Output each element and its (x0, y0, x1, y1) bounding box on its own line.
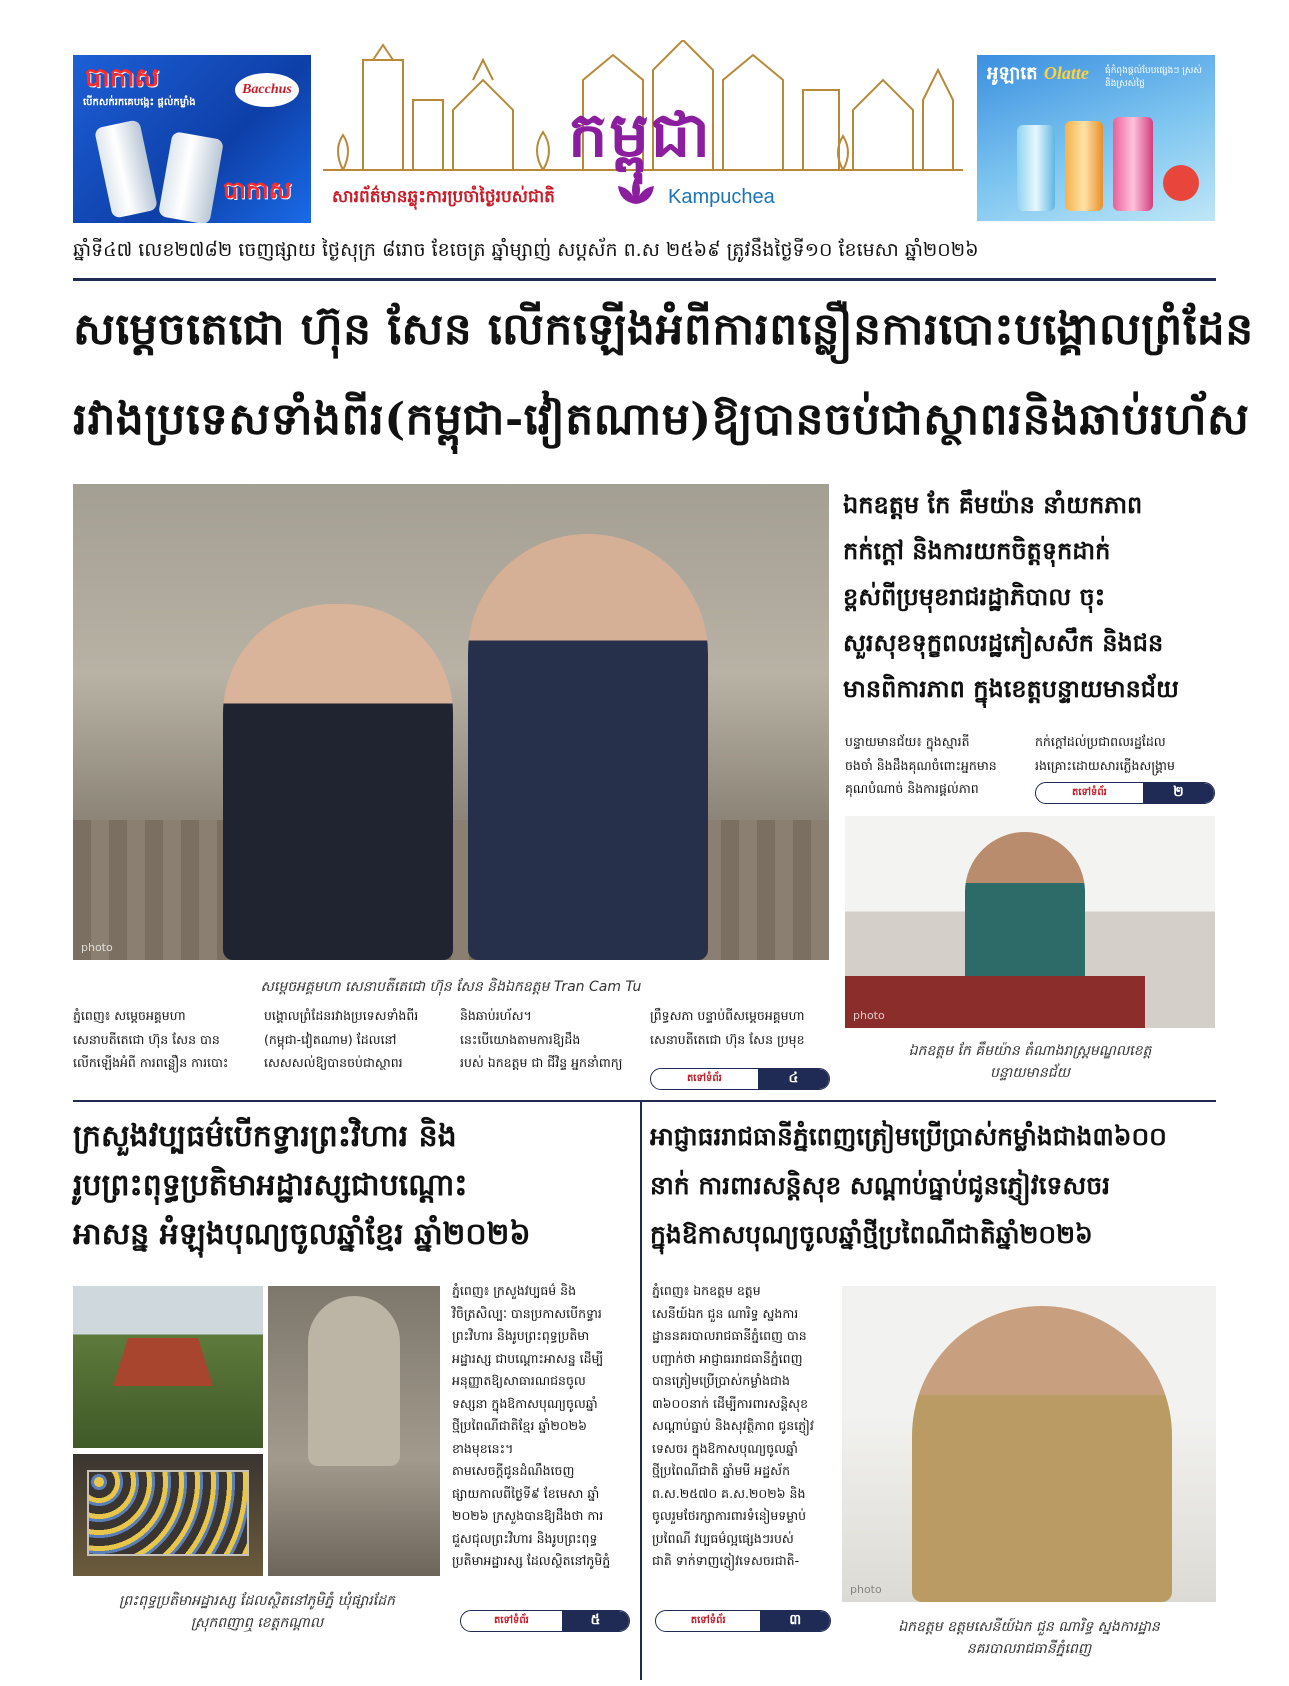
officer-figure (912, 1306, 1172, 1602)
headline-line: ឯកឧត្តម កែ គឹមយ៉ាន នាំយកភាព (843, 490, 1143, 519)
text-line: ប្រតិមាអដ្ឋារស្ស ដែលស្ថិតនៅភូមិភ្នំ (452, 1553, 611, 1568)
text-line: វិចិត្រសិល្បៈ បានប្រកាសបើកទ្វារ (452, 1305, 602, 1321)
bottom-left-headline (73, 1112, 531, 1259)
ad-footer-text: បាកាស (223, 176, 292, 204)
text-line: ភ្នំពេញ៖ សម្តេចអគ្គមហា (73, 1008, 186, 1023)
ad-headline: អូឡាតេ Olatte (987, 63, 1089, 84)
person-left (223, 604, 453, 960)
ad-slogan: ធុំកំពុងផ្ដល់បែបផ្សេងៗ ស្រស់និងស្រស់ថ្លៃ (1105, 66, 1202, 89)
text-line: ចងចាំ និងដឹងគុណចំពោះអ្នកមាន (845, 757, 997, 773)
text-line: ២០២៦ ក្រសួងបានឱ្យដឹងថា ការ (452, 1508, 604, 1523)
text-line: បញ្ជាក់ថា អាជ្ញាធររាជធានីភ្នំពេញ (652, 1350, 803, 1366)
lead-body-col-3 (460, 1004, 640, 1075)
text-line: (កម្ពុជា-វៀតណាម) ដែលនៅ (264, 1031, 397, 1047)
buddha-statue-photo (268, 1286, 440, 1576)
text-line: ផ្សាយកាលពីថ្ងៃទី៩ ខែមេសា ឆ្នាំ (452, 1485, 600, 1501)
caption-line: បន្ទាយមានជ័យ (990, 1065, 1070, 1081)
lotus-logo-icon (610, 172, 662, 208)
side-story-continue-badge[interactable] (1035, 782, 1215, 804)
text-line: និងឆាប់រហ័ស។ (460, 1008, 532, 1023)
text-line: បង្គោលព្រំដែនរវាងប្រទេសទាំងពីរ (264, 1008, 419, 1023)
text-line: ជាតិ ទាក់ទាញភ្ញៀវទេសចរជាតិ- (652, 1553, 800, 1568)
ad-headline: បាកាស (85, 63, 160, 93)
column-divider (640, 1100, 642, 1680)
side-story-col-1 (845, 730, 1027, 801)
continue-page-number: ៥ (562, 1611, 629, 1631)
text-line: បានត្រៀមប្រើប្រាស់កម្លាំងជាង (652, 1373, 790, 1388)
lead-headline-line-1: សម្តេចតេជោ ហ៊ុន សែន លើកឡើងអំពីការពន្លឿនការបោះបង្គោលព្រំដែន (73, 304, 1254, 355)
lead-body-col-1 (73, 1004, 255, 1075)
text-line: ព្រឹទ្ធសភា បន្ទាប់ពីសម្តេចអគ្គមហា (650, 1008, 805, 1023)
masthead-rule (73, 278, 1216, 281)
bottom-right-photo-caption (842, 1616, 1216, 1660)
bottom-right-continue-badge[interactable] (655, 1610, 831, 1632)
text-line: អនុញ្ញាតឱ្យសាធារណជនចូល (452, 1373, 586, 1388)
newspaper-tagline: សារព័ត៌មានឆ្លុះការប្រចាំថ្ងៃរបស់ជាតិ (332, 187, 555, 207)
text-line: ថ្មីប្រពៃណីជាតិ ឆ្នាំមមី អដ្ឋស័ក (652, 1463, 791, 1478)
police-commissioner-photo (842, 1286, 1216, 1602)
photo-placeholder-label: photo (81, 941, 113, 954)
text-line: ថ្មីប្រពៃណីជាតិខ្មែរ ឆ្នាំ២០២៦ (452, 1418, 587, 1433)
continue-page-number: ៣ (760, 1611, 830, 1631)
text-line: របស់ ឯកឧត្តម ជា ជីវិន្ទ អ្នកនាំពាក្យ (460, 1055, 623, 1070)
lead-continue-badge[interactable] (650, 1068, 830, 1090)
headline-line: ក្នុងឱកាសបុណ្យចូលឆ្នាំថ្មីប្រពៃណីជាតិឆ្នាំ២០២៦ (650, 1220, 1093, 1249)
caption-line: នគរបាលរាជធានីភ្នំពេញ (966, 1641, 1092, 1657)
headline-line: មានពិការភាព ក្នុងខេត្តបន្ទាយមានជ័យ (843, 674, 1179, 703)
text-line: សេសសល់ឱ្យបានចប់ជាស្ថាពរ (264, 1055, 403, 1070)
temple-aerial-photo (73, 1286, 263, 1448)
text-line: កក់ក្តៅដល់ប្រជាពលរដ្ឋដែល (1035, 734, 1166, 749)
caption-line: ព្រះពុទ្ធប្រតិមាអដ្ឋារស្ស ដែលស្ថិតនៅភូមិភ្នំ ឃុំផ្សារដែក (119, 1593, 395, 1609)
caption-line: ស្រុកពញាឮ ខេត្តកណ្តាល (190, 1615, 324, 1631)
headline-line: នាក់ ការពារសន្តិសុខ សណ្តាប់ធ្នាប់ជូនភ្ញៀវទេសចរ (650, 1171, 1111, 1200)
section-divider (73, 1100, 1216, 1102)
side-story-photo-speaker (845, 816, 1215, 1028)
text-line: ភ្នំពេញ៖ ក្រសួងវប្បធម៌ និង (452, 1283, 577, 1298)
text-line: ៣៦០០នាក់ ដើម្បីការពារសន្តិសុខ (652, 1395, 809, 1411)
text-line: លើកឡើងអំពី ការពន្លឿន ការបោះ (73, 1055, 229, 1070)
text-line: សេនាបតីតេជោ ហ៊ុន សែន បាន (73, 1031, 220, 1047)
caption-line: ឯកឧត្តម កែ គឹមយ៉ាន តំណាងរាស្ត្រមណ្ឌលខេត្ត (908, 1043, 1152, 1059)
text-line: បន្ទាយមានជ័យ៖ ក្នុងស្មារតី (845, 734, 970, 749)
continue-label: តទៅទំព័រ (1071, 787, 1107, 798)
continue-page-number: ៤ (758, 1069, 829, 1089)
lead-headline-line-2: រវាងប្រទេសទាំងពីរ(កម្ពុជា-វៀតណាម)ឱ្យបានចប់ជាស្ថាពរនិងឆាប់រហ័ស (73, 394, 1250, 445)
text-line: ខាងមុខនេះ។ (452, 1440, 514, 1456)
ad-brand-logo: Bacchus (235, 73, 299, 107)
temple-roof (113, 1326, 213, 1386)
headline-line: អាសន្ន អំឡុងបុណ្យចូលឆ្នាំខ្មែរ ឆ្នាំ២០២៦ (73, 1217, 531, 1252)
statue-figure (308, 1296, 400, 1466)
headline-line: សួរសុខទុក្ខពលរដ្ឋភៀសសឹក និងជន (843, 628, 1164, 657)
right-advertisement[interactable] (977, 55, 1215, 221)
bottom-left-body (452, 1280, 632, 1573)
text-line: ភ្នំពេញ៖ ឯកឧត្តម ឧត្តម (652, 1283, 761, 1298)
text-line: អដ្ឋារស្ស ជាបណ្តោះអាសន្ន ដើម្បី (452, 1350, 604, 1366)
issue-dateline: ឆ្នាំទី៤៧ លេខ២៧៨២ ចេញផ្សាយ ថ្ងៃសុក្រ ៨រោច ខែចេត្រ ឆ្នាំម្សាញ់ សប្តស័ក ព.ស ២៥៦៩ ត្រូវនឹងថ្ងៃទី១០ ខែមេសា ឆ្នាំ២០២៦ (73, 239, 979, 261)
side-story-photo-caption (845, 1040, 1215, 1084)
newspaper-title: កម្ពុជា (568, 98, 712, 171)
text-line: ទេសចរ ក្នុងឱកាសបុណ្យចូលឆ្នាំ (652, 1440, 798, 1456)
podium (845, 976, 1145, 1028)
headline-line: ក្រសួងវប្បធម៌បើកទ្វារព្រះវិហារ និង (73, 1119, 457, 1154)
text-line: ប្រពៃណី វប្បធម៌ល្អផ្សេងៗរបស់ (652, 1530, 794, 1546)
continue-label: តទៅទំព័រ (690, 1615, 726, 1626)
headline-line: ខ្ពស់ពីប្រមុខរាជរដ្ឋាភិបាល ចុះ (843, 582, 1106, 611)
headline-line: រូបព្រះពុទ្ធប្រតិមាអដ្ឋារស្សជាបណ្តោះ (73, 1168, 468, 1203)
text-line: សេនាបតីតេជោ ហ៊ុន សែន ប្រមុខ (650, 1031, 805, 1047)
text-line: រងគ្រោះដោយសារភ្លើងសង្គ្រាម (1035, 757, 1175, 773)
bottom-right-body (652, 1280, 832, 1573)
side-story-headline (843, 482, 1217, 712)
photo-placeholder-label: photo (853, 1009, 885, 1022)
text-line: ទស្សនា ក្នុងឱកាសបុណ្យចូលឆ្នាំ (452, 1395, 598, 1411)
can-image (94, 119, 158, 219)
text-line: ព្រះវិហារ និងរូបព្រះពុទ្ធប្រតិមា (452, 1328, 590, 1343)
drink-can-image (1113, 117, 1153, 211)
left-advertisement[interactable] (73, 55, 311, 223)
drink-can-image (1017, 125, 1055, 211)
text-line: សេនីយ៍ឯក ជួន ណារិទ្ធ ស្នងការ (652, 1305, 799, 1321)
side-story-col-2 (1035, 730, 1217, 777)
text-line: គុណបំណាច់ និងការផ្តល់ភាព (845, 781, 979, 796)
caption-line: ឯកឧត្តម ឧត្តមសេនីយ៍ឯក ជួន ណារិទ្ធ ស្នងការដ្ឋាន (898, 1619, 1160, 1635)
text-line: ចូលរួមថែរក្សាការពារទំនៀមទម្លាប់ (652, 1508, 807, 1523)
text-line: ដ្ឋាននគរបាលរាជធានីភ្នំពេញ បាន (652, 1328, 807, 1343)
lead-photo-handshake (73, 484, 829, 960)
drink-can-image (1065, 121, 1103, 211)
headline-line: អាជ្ញាធររាជធានីភ្នំពេញត្រៀមប្រើប្រាស់កម្លាំងជាង៣៦០០ (650, 1122, 1167, 1151)
bottom-left-photo-caption (73, 1590, 441, 1634)
lead-photo-caption: សម្តេចអគ្គមហា សេនាបតីតេជោ ហ៊ុន សែន និងឯកឧត្តម Tran Cam Tu (260, 979, 642, 995)
text-line: នេះបើយោងតាមការឱ្យដឹង (460, 1031, 581, 1047)
continue-label: តទៅទំព័រ (686, 1073, 722, 1084)
text-line: តាមសេចក្តីជូនដំណឹងចេញ (452, 1463, 575, 1478)
relics-display-photo (73, 1454, 263, 1576)
can-image (158, 131, 224, 223)
bottom-right-headline (650, 1112, 1167, 1259)
headline-line: កក់ក្តៅ និងការយកចិត្តទុកដាក់ (843, 536, 1111, 565)
bottom-left-continue-badge[interactable] (460, 1610, 630, 1632)
continue-page-number: ២ (1143, 783, 1214, 803)
continue-label: តទៅទំព័រ (493, 1615, 529, 1626)
text-line: សណ្តាប់ធ្នាប់ និងសុវត្ថិភាព ជូនភ្ញៀវ (652, 1418, 814, 1433)
text-line: ព.ស.២៥៧០ គ.ស.២០២៦ និង (652, 1485, 806, 1501)
display-case (87, 1470, 249, 1556)
ad-slogan: បើកសក់រកគេបង្កេះ ផ្តល់កម្លាំង (83, 97, 196, 108)
newspaper-latin-name: Kampuchea (668, 186, 775, 208)
person-right (468, 534, 708, 960)
lead-body-col-4 (650, 1004, 830, 1051)
fruit-image (1163, 165, 1199, 201)
text-line: ជួសជុលព្រះវិហារ និងរូបព្រះពុទ្ធ (452, 1530, 598, 1546)
photo-placeholder-label: photo (850, 1583, 882, 1596)
lead-body-col-2 (264, 1004, 450, 1075)
